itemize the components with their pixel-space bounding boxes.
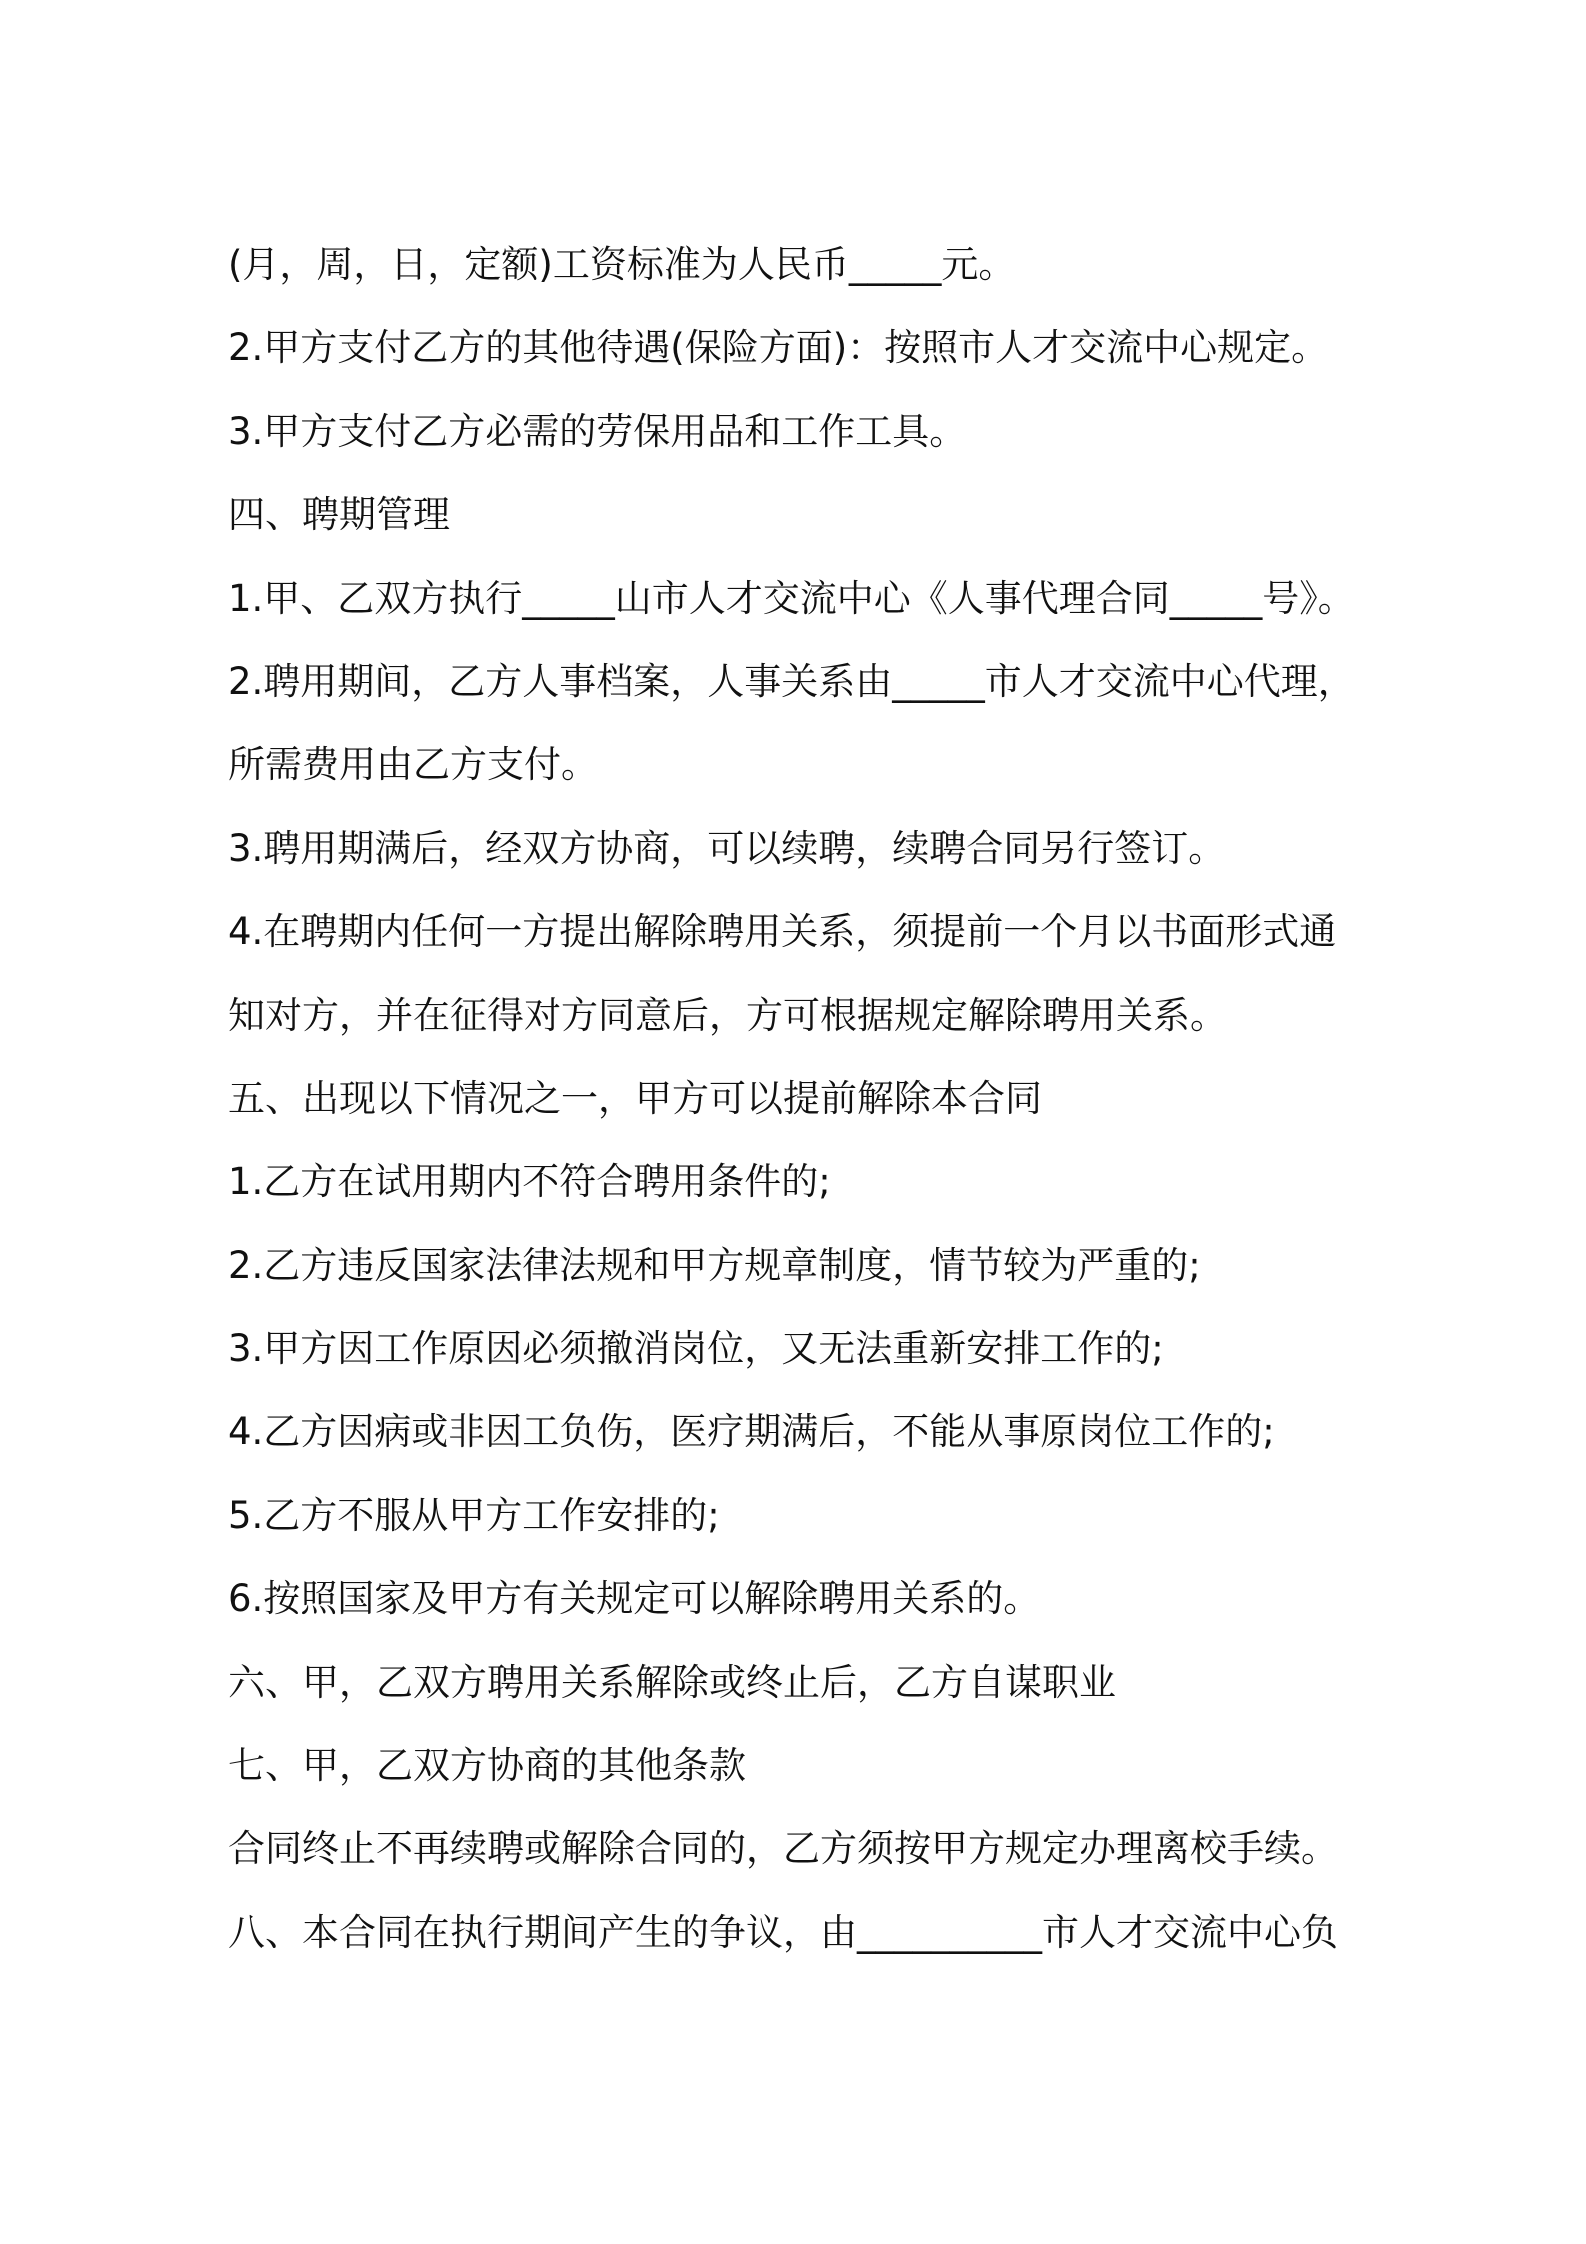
text-line-personnel-files: 2.聘用期间，乙方人事档案，人事关系由_____市人才交流中心代理， — [228, 659, 1355, 703]
list-item-disobedience: 5.乙方不服从甲方工作安排的; — [228, 1493, 720, 1537]
document-body — [228, 233, 1388, 1984]
section-heading-term-management: 四、聘期管理 — [228, 493, 450, 537]
list-item-violation: 2.乙方违反国家法律法规和甲方规章制度，情节较为严重的; — [228, 1243, 1201, 1287]
section-heading-self-employment: 六、甲，乙双方聘用关系解除或终止后，乙方自谋职业 — [228, 1660, 1116, 1704]
list-item-other-rules: 6.按照国家及甲方有关规定可以解除聘用关系的。 — [228, 1577, 1041, 1621]
text-line-renewal: 3.聘用期满后，经双方协商，可以续聘，续聘合同另行签订。 — [228, 826, 1226, 870]
text-line-wage-standard: (月，周，日，定额)工资标准为人民币_____元。 — [228, 243, 1016, 286]
section-heading-early-termination: 五、出现以下情况之一，甲方可以提前解除本合同 — [228, 1076, 1042, 1120]
text-line-termination-notice: 4.在聘期内任何一方提出解除聘用关系，须提前一个月以书面形式通 — [228, 910, 1337, 954]
section-heading-disputes: 八、本合同在执行期间产生的争议，由__________市人才交流中心负 — [228, 1910, 1338, 1954]
text-line-leaving-procedures: 合同终止不再续聘或解除合同的，乙方须按甲方规定办理离校手续。 — [228, 1827, 1338, 1871]
text-line-other-benefits: 2.甲方支付乙方的其他待遇(保险方面)：按照市人才交流中心规定。 — [228, 326, 1329, 370]
text-line-fees: 所需费用由乙方支付。 — [228, 743, 598, 787]
list-item-position-cancelled: 3.甲方因工作原因必须撤消岗位，又无法重新安排工作的; — [228, 1327, 1164, 1371]
text-line-agency-contract: 1.甲、乙双方执行_____山市人才交流中心《人事代理合同_____号》。 — [228, 576, 1355, 620]
text-line-termination-notice-cont: 知对方，并在征得对方同意后，方可根据规定解除聘用关系。 — [228, 993, 1227, 1037]
list-item-illness: 4.乙方因病或非因工负伤，医疗期满后，不能从事原岗位工作的; — [228, 1410, 1275, 1454]
list-item-probation: 1.乙方在试用期内不符合聘用条件的; — [228, 1160, 831, 1204]
section-heading-other-terms: 七、甲，乙双方协商的其他条款 — [228, 1744, 746, 1788]
text-line-labor-supplies: 3.甲方支付乙方必需的劳保用品和工作工具。 — [228, 409, 967, 453]
